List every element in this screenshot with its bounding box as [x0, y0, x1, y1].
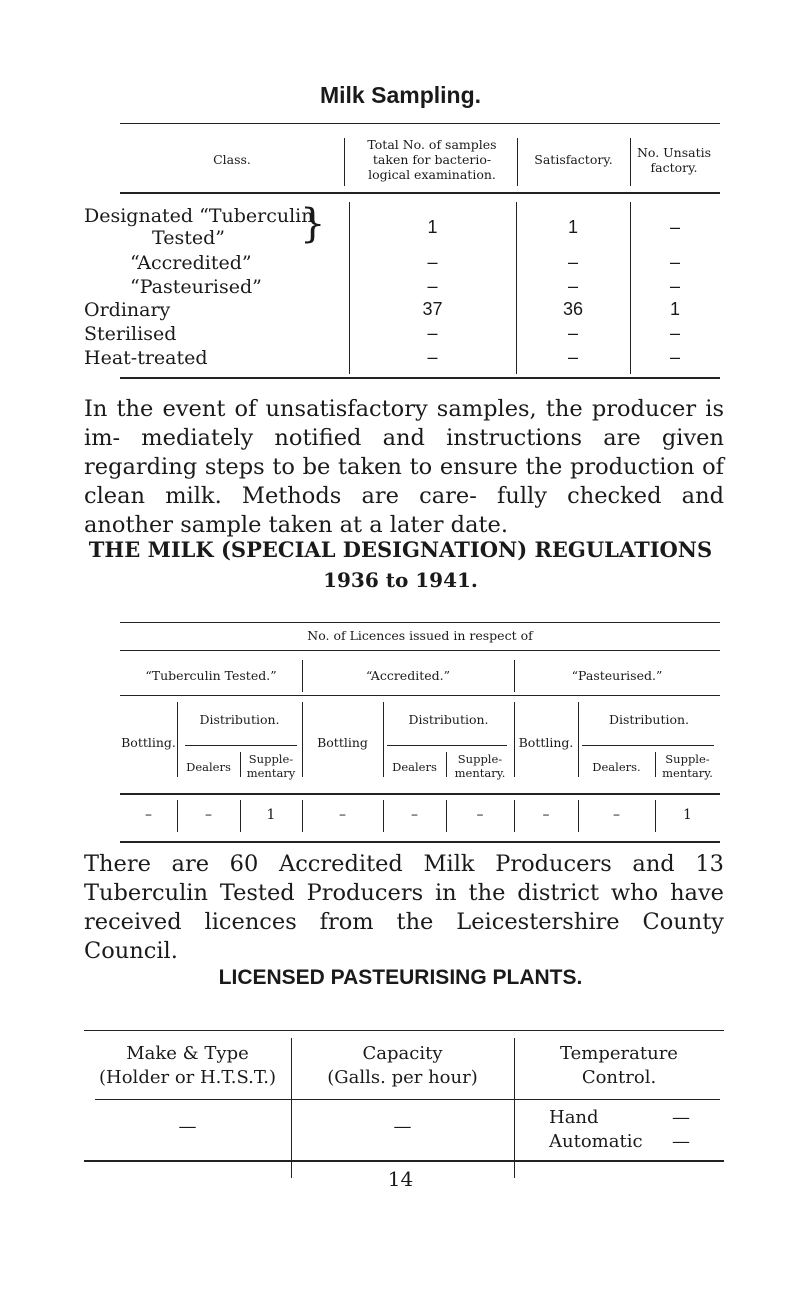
cell-value: —: [393, 1116, 412, 1137]
licences-caption: No. of Licences issued in respect of: [307, 628, 533, 643]
cell-value: —: [672, 1131, 690, 1152]
header-class: Class.: [213, 152, 251, 167]
row-label: Heat-treated: [84, 347, 208, 369]
cell-value: –: [427, 276, 438, 296]
row-label: Tested”: [152, 227, 225, 249]
column-divider: [630, 138, 631, 186]
header-distribution: Distribution.: [199, 712, 280, 727]
cell-value: 1: [669, 299, 680, 319]
table-rule: [582, 745, 714, 746]
section-heading-years: 1936 to 1941.: [323, 568, 478, 592]
cell-value: 36: [562, 299, 584, 319]
cell-value: –: [669, 347, 680, 367]
row-label: “Pasteurised”: [130, 276, 262, 298]
table-rule: [120, 377, 720, 379]
header-capacity: Capacity: [362, 1043, 443, 1064]
header-supplementary: Supple- mentary: [246, 752, 296, 780]
table-rule: [120, 622, 720, 623]
table-rule: [120, 841, 720, 843]
cell-value: —: [178, 1116, 197, 1137]
table-rule: [84, 1030, 724, 1031]
header-dealers: Dealers: [392, 760, 437, 774]
cell-value: 1: [266, 807, 276, 823]
row-label: Ordinary: [84, 299, 171, 321]
cell-value: –: [567, 347, 578, 367]
table-rule: [387, 745, 507, 746]
cell-value: –: [145, 807, 152, 823]
header-bottling: Bottling.: [121, 735, 176, 750]
cell-value: –: [669, 276, 680, 296]
cell-value: –: [567, 252, 578, 272]
header-make-type: Make & Type: [126, 1043, 249, 1064]
table-rule: [120, 793, 720, 795]
group-tuberculin-tested: “Tuberculin Tested.”: [145, 668, 277, 683]
section-heading: THE MILK (SPECIAL DESIGNATION) REGULATIONS: [88, 537, 713, 562]
header-bottling: Bottling.: [518, 735, 574, 750]
table-rule: [120, 695, 720, 696]
cell-value: 37: [422, 299, 443, 319]
group-pasteurised: “Pasteurised.”: [571, 668, 663, 683]
page-title: Milk Sampling.: [319, 82, 482, 108]
section-heading: LICENSED PASTEURISING PLANTS.: [218, 966, 583, 989]
header-bottling: Bottling: [317, 735, 368, 750]
column-divider: [344, 138, 345, 186]
header-temperature-control: Temperature: [560, 1043, 678, 1064]
page-number: 14: [387, 1167, 414, 1191]
header-total-samples: Total No. of samples taken for bacterio- logical examination.: [367, 137, 497, 182]
table-rule: [84, 1160, 724, 1162]
table-rule: [120, 650, 720, 651]
row-label: Sterilised: [84, 323, 177, 345]
cell-value: –: [669, 252, 680, 272]
header-capacity: (Galls. per hour): [327, 1067, 478, 1088]
cell-value: –: [411, 807, 418, 823]
cell-value: –: [567, 323, 578, 343]
header-satisfactory: Satisfactory.: [534, 152, 613, 167]
group-accredited: “Accredited.”: [366, 668, 450, 683]
table-rule: [95, 1099, 720, 1100]
cell-value: 1: [567, 217, 578, 237]
paragraph: In the event of unsatisfactory samples, the producer is im- mediately notified and instructions are given regarding steps to be taken to ensure the production of clean milk. Methods are care- fully checked and another sample taken at a later date.: [84, 396, 724, 538]
paragraph: There are 60 Accredited Milk Producers and 13 Tuberculin Tested Producers in the district who have received licences from the Leicestershire County Council.: [84, 851, 724, 964]
header-supplementary: Supple- mentary.: [454, 752, 506, 780]
header-make-type: (Holder or H.T.S.T.): [99, 1067, 276, 1088]
row-label: Designated “Tuberculin: [84, 205, 314, 227]
header-temperature-control: Control.: [581, 1067, 657, 1088]
header-distribution: Distribution.: [608, 712, 690, 727]
header-unsatisfactory: No. Unsatis factory.: [636, 145, 712, 175]
cell-value: –: [205, 807, 212, 823]
cell-value: –: [427, 323, 438, 343]
row-label: “Accredited”: [130, 252, 252, 274]
cell-value: –: [669, 217, 680, 237]
cell-value: —: [672, 1107, 690, 1128]
cell-value: –: [567, 276, 578, 296]
header-dealers: Dealers.: [592, 760, 641, 774]
cell-value: –: [613, 807, 620, 823]
brace-icon: }: [300, 201, 326, 247]
cell-value: –: [427, 252, 438, 272]
label-automatic: Automatic: [549, 1131, 643, 1152]
cell-value: –: [542, 807, 550, 823]
cell-value: 1: [427, 217, 438, 237]
header-supplementary: Supple- mentary.: [662, 752, 713, 780]
label-hand: Hand: [549, 1107, 599, 1128]
table-rule: [185, 745, 297, 746]
cell-value: 1: [683, 807, 692, 823]
cell-value: –: [427, 347, 438, 367]
table-rule: [120, 123, 720, 124]
table-rule: [120, 192, 720, 194]
cell-value: –: [339, 807, 346, 823]
cell-value: –: [669, 323, 680, 343]
header-distribution: Distribution.: [408, 712, 489, 727]
cell-value: –: [476, 807, 484, 823]
header-dealers: Dealers: [186, 760, 231, 774]
